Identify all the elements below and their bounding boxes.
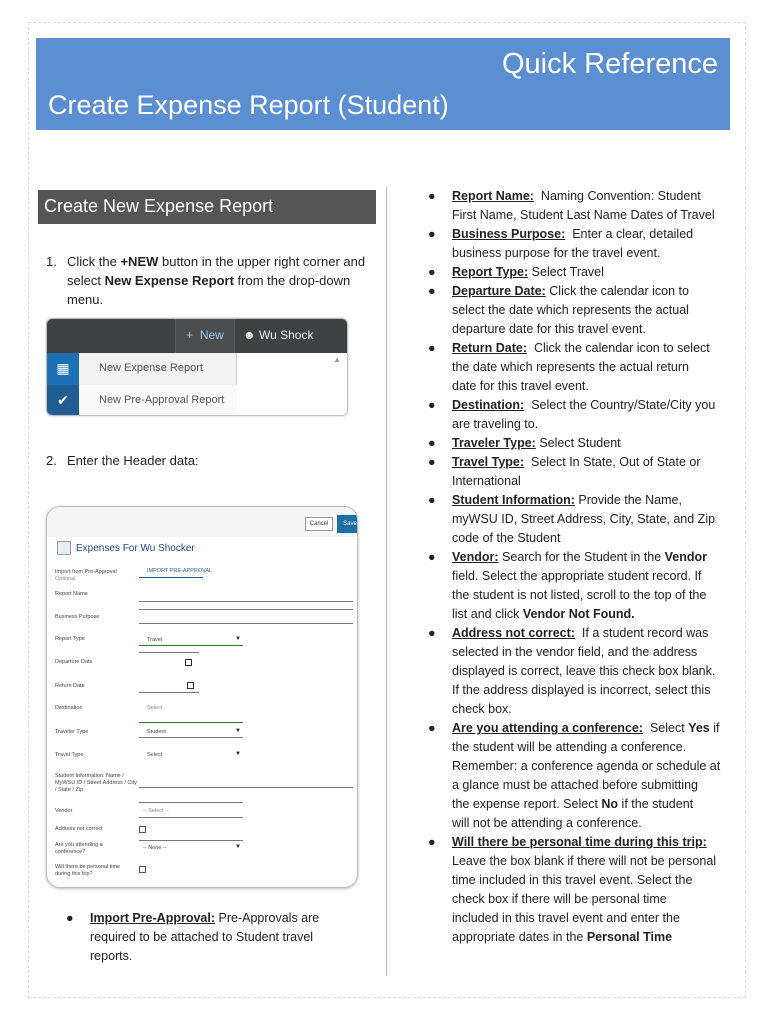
bullet-line: the student will be attending a conference. (452, 740, 687, 754)
bullet-icon: ● (428, 436, 436, 450)
bullet-line: if (709, 721, 720, 735)
bullet-text (452, 282, 689, 339)
bullet-line: field. Select the appropriate student record. If (452, 569, 702, 583)
bullet-line: Select (649, 721, 689, 735)
bullet-label: Business Purpose: (452, 227, 566, 241)
user-icon: ☻ (243, 328, 259, 342)
bullet-label: Address not correct: (452, 626, 575, 640)
bullet-text (452, 396, 715, 434)
field-underline (139, 645, 243, 646)
bullet-label: Report Name: (452, 189, 534, 203)
field-underline (139, 722, 243, 723)
report-name-input[interactable] (139, 601, 353, 602)
label-text: Import from Pre-Approval (55, 569, 117, 575)
user-name: Wu Shock (258, 328, 314, 342)
bullet-line: check box if there will be personal time (452, 892, 667, 906)
bullet-text (452, 548, 707, 624)
field-label-import (55, 569, 135, 583)
field-label-traveler-type: Traveler Type (55, 729, 89, 735)
scroll-up-icon: ▲ (333, 355, 341, 364)
bullet-text (452, 263, 604, 282)
header-band (36, 38, 730, 130)
bullet-line: Pre-Approvals are (218, 911, 320, 925)
calendar-icon[interactable] (185, 659, 192, 666)
field-label-personal-time: Will there be personal time during this trip? (55, 864, 121, 877)
bullet-line: Click the calendar icon to select (533, 341, 710, 355)
step-text (67, 252, 367, 309)
label-sub: Optional (55, 576, 76, 582)
bullet-bold: No (601, 797, 619, 811)
menu-item-label: New Expense Report (99, 362, 203, 374)
vendor-search[interactable]: -- Select -- (143, 808, 169, 814)
bullet-line: If a student record was (581, 626, 709, 640)
bullet-text (452, 339, 710, 396)
bullet-line: If the address displayed is incorrect, select this (452, 683, 711, 697)
chevron-down-icon: ▼ (235, 844, 241, 850)
bullet-label: Traveler Type: (452, 436, 536, 450)
bullet-bold: Yes (688, 721, 710, 735)
new-dropdown-menu (47, 353, 237, 416)
bullet-label: Destination: (452, 398, 525, 412)
bullet-text (452, 187, 715, 225)
personal-time-checkbox[interactable] (139, 866, 146, 873)
bullet-text (452, 491, 715, 548)
bullet-line: displayed is correct, leave this check box blank. (452, 664, 716, 678)
bullet-icon: ● (428, 398, 436, 412)
field-label-report-type: Report Type (55, 636, 85, 642)
expense-icon (57, 541, 71, 555)
bullet-line: departure date for this travel event. (452, 322, 646, 336)
field-label-return-date: Return Date (55, 683, 85, 689)
student-information-input[interactable] (139, 787, 353, 788)
step-number: 2. (46, 453, 57, 468)
menu-item-new-expense-report[interactable] (47, 353, 237, 385)
bullet-bold: Vendor Not Found. (522, 607, 635, 621)
bullet-icon: ● (428, 550, 436, 564)
step-text-part: button in the upper right corner and select (67, 254, 366, 288)
bullet-icon: ● (428, 626, 436, 640)
bullet-line: the expense report. Select (452, 797, 602, 811)
new-expense-report-ref: New Expense Report (104, 273, 234, 288)
field-underline (139, 840, 243, 841)
bullet-text (452, 624, 715, 719)
new-menu-screenshot (46, 318, 348, 416)
step-number: 1. (46, 254, 57, 269)
bullet-line: First Name, Student Last Name Dates of Travel (452, 208, 715, 222)
bullet-icon: ● (428, 341, 436, 355)
bullet-line: included in this travel event and enter the (452, 911, 680, 925)
bullet-icon: ● (66, 911, 74, 925)
bullet-text (452, 434, 621, 453)
bullet-bold: Vendor (664, 550, 708, 564)
field-label-travel-type: Travel Type (55, 752, 84, 758)
menu-scroll-area (237, 353, 347, 416)
bullet-label: Will there be personal time during this trip: (452, 835, 707, 849)
save-button[interactable]: Save (337, 515, 358, 533)
bullet-line: appropriate dates in the (452, 930, 587, 944)
bullet-label: Are you attending a conference: (452, 721, 644, 735)
user-menu[interactable] (243, 328, 313, 342)
column-divider (386, 186, 387, 976)
field-underline (139, 577, 203, 578)
step-text-part: Click the (67, 254, 121, 269)
bullet-line: select the date which represents the actual (452, 303, 689, 317)
header-form-screenshot (46, 506, 358, 888)
bullet-line: if the student (618, 797, 694, 811)
field-underline (139, 817, 243, 818)
form-title: Expenses For Wu Shocker (76, 543, 195, 554)
field-label-vendor: Vendor (55, 808, 73, 814)
new-button-label: New (199, 328, 224, 342)
chevron-down-icon: ▼ (235, 728, 241, 734)
bullet-icon: ● (428, 284, 436, 298)
traveler-type-select[interactable]: Student (147, 729, 166, 735)
bullet-line: required to be attached to Student travel (90, 930, 314, 944)
business-purpose-input[interactable] (139, 623, 353, 624)
menu-item-new-pre-approval[interactable] (47, 385, 237, 416)
import-pre-approval-link[interactable]: IMPORT PRE-APPROVAL (147, 568, 213, 574)
cancel-button[interactable]: Cancel (305, 517, 333, 531)
bullet-icon: ● (428, 493, 436, 507)
field-label-conference: Are you attending a conference? (55, 842, 103, 855)
menu-item-label: New Pre-Approval Report (99, 394, 225, 406)
new-button[interactable] (175, 319, 235, 353)
bullet-line: Enter a clear, detailed (572, 227, 694, 241)
step-text: Enter the Header data: (67, 453, 199, 468)
bullet-line: Select the Country/State/City you (531, 398, 716, 412)
bullet-icon: ● (428, 227, 436, 241)
quick-reference-label: Quick Reference (502, 48, 718, 80)
new-button-ref: +NEW (120, 254, 159, 269)
step-text-part: from the drop-down menu. (67, 273, 351, 307)
return-date-input[interactable] (139, 692, 199, 693)
bullet-line: the student is not listed, scroll to the top of the (452, 588, 707, 602)
bullet-line: Leave the box blank if there will not be personal (452, 854, 717, 868)
bullet-label: Import Pre-Approval: (90, 911, 216, 925)
bullet-line: will not be attending a conference. (452, 816, 642, 830)
bullet-line: are traveling to. (452, 417, 539, 431)
bullet-label: Departure Date: (452, 284, 546, 298)
conference-select[interactable]: -- None -- (143, 845, 167, 851)
field-label-departure-date: Departure Date (55, 659, 93, 665)
bullet-line: a glance must be attached before submitting (452, 778, 698, 792)
bullet-text (452, 225, 693, 263)
field-underline (139, 737, 243, 738)
bullet-line: Select In State, Out of State or (530, 455, 701, 469)
bullet-line: International (452, 474, 521, 488)
bullet-line: Remember: a conference agenda or schedule at (452, 759, 721, 773)
bullet-line: Naming Convention: Student (540, 189, 701, 203)
bullet-label: Vendor: (452, 550, 499, 564)
travel-type-select[interactable]: Select (147, 752, 163, 758)
bullet-line: Search for the Student in the (502, 550, 665, 564)
bullet-text (452, 833, 716, 947)
chevron-down-icon: ▼ (235, 751, 241, 757)
bullet-line: myWSU ID, Street Address, City, State, and Zip (452, 512, 716, 526)
bullet-label: Student Information: (452, 493, 575, 507)
bullet-line: code of the Student (452, 531, 561, 545)
check-circle-icon: ✔ (47, 385, 79, 416)
bullet-line: Select Travel (531, 265, 604, 279)
bullet-icon: ● (428, 721, 436, 735)
address-not-correct-checkbox[interactable] (139, 826, 146, 833)
bullet-line: time included in this travel event. Select the (452, 873, 693, 887)
bullet-icon: ● (428, 455, 436, 469)
departure-date-input[interactable] (139, 652, 199, 653)
bullet-line: business purpose for the travel event. (452, 246, 661, 260)
bullet-line: check box. (452, 702, 512, 716)
field-underline (139, 802, 243, 803)
plus-icon: + (186, 328, 200, 342)
bullet-label: Travel Type: (452, 455, 525, 469)
bullet-label: Report Type: (452, 265, 529, 279)
bullet-line: the date which represents the actual return (452, 360, 689, 374)
bullet-icon: ● (428, 265, 436, 279)
bullet-line: Provide the Name, (578, 493, 682, 507)
report-type-select[interactable]: Travel (147, 637, 163, 643)
bullet-line: Click the calendar icon to (549, 284, 689, 298)
bullet-line: date for this travel event. (452, 379, 589, 393)
page-title: Create Expense Report (Student) (48, 90, 449, 120)
destination-select[interactable]: Select (147, 705, 163, 711)
bullet-icon: ● (428, 835, 436, 849)
bullet-bold: Personal Time (586, 930, 673, 944)
bullet-line: list and click (452, 607, 523, 621)
field-label-address-not-correct: Address not correct (55, 826, 103, 832)
field-label-destination: Destination (55, 705, 83, 711)
expense-report-icon: ▦ (47, 353, 79, 385)
calendar-icon[interactable] (187, 682, 194, 689)
field-label-report-name: Report Name (55, 591, 88, 597)
field-underline (139, 609, 353, 610)
field-label-student-information: Student Information: Name / MyWSU ID / Street Address / City / State / Zip (55, 773, 137, 793)
bullet-line: selected in the vendor field, and the address (452, 645, 698, 659)
bullet-line: reports. (90, 949, 133, 963)
bullet-text (452, 453, 701, 491)
bullet-line: Select Student (539, 436, 621, 450)
field-label-business-purpose: Business Purpose (55, 614, 100, 620)
bullet-label: Return Date: (452, 341, 528, 355)
section-title: Create New Expense Report (38, 190, 376, 224)
chevron-down-icon: ▼ (235, 636, 241, 642)
bullet-text (452, 719, 720, 833)
bullet-text (90, 909, 319, 966)
bullet-icon: ● (428, 189, 436, 203)
